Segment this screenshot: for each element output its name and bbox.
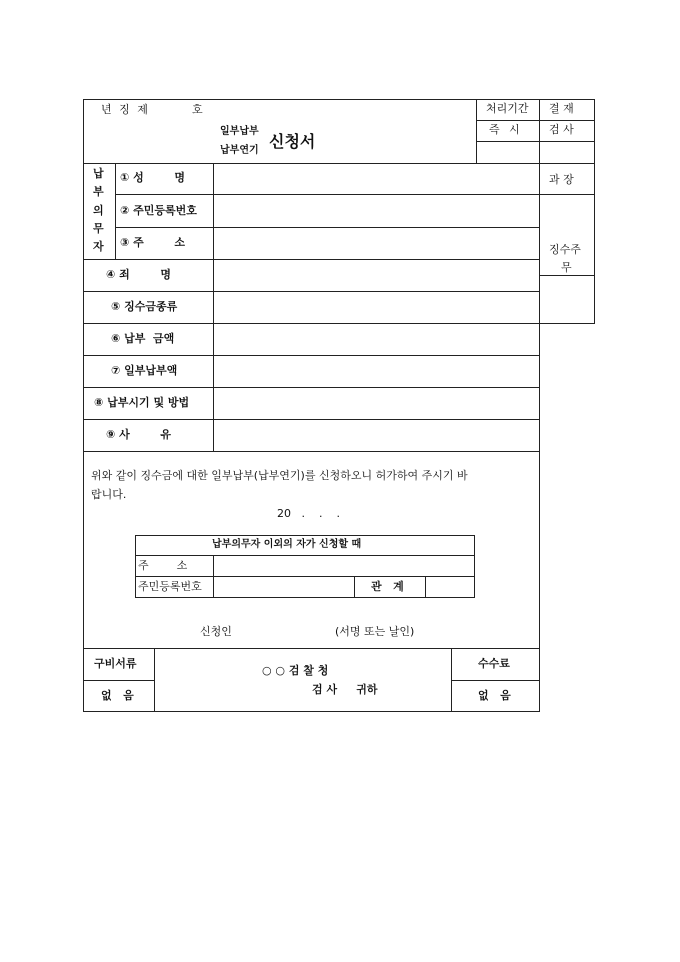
payer-label-char: 부 (93, 185, 104, 198)
doc-number-prefix: 년 징 제 (101, 103, 150, 116)
application-date: 20 . . . (277, 507, 340, 520)
subtitle-partial-payment: 일부납부 (220, 126, 259, 137)
collection-officer-label-line2: 무 (561, 261, 572, 274)
rule (135, 576, 475, 577)
sign-note: (서명 또는 날인) (335, 625, 415, 638)
rule (476, 141, 595, 142)
rule (425, 576, 426, 598)
rule (476, 120, 595, 121)
rule (213, 555, 214, 598)
rule (154, 648, 155, 712)
doc-number-suffix: 호 (192, 103, 203, 116)
fee-value: 없 음 (478, 689, 511, 702)
other-rrn-label: 주민등록번호 (138, 580, 202, 593)
other-applicant-title: 납부의무자 이외의 자가 신청할 때 (212, 539, 362, 550)
relation-label: 관 계 (371, 580, 404, 593)
reason-label: ⑨ 사 유 (106, 428, 172, 441)
section-chief-label: 과 장 (549, 173, 574, 186)
decision-label: 결 재 (549, 102, 574, 115)
rule (539, 194, 595, 195)
prosecutor-label: 검 사 (549, 123, 574, 136)
rule (83, 680, 154, 681)
processing-period-value: 즉 시 (489, 123, 523, 136)
rule (83, 291, 540, 292)
addressee-line: 검 사 귀하 (312, 683, 378, 696)
rule (213, 163, 214, 451)
name-label: ① 성 명 (120, 171, 186, 184)
rule (83, 419, 540, 420)
rule (115, 194, 540, 195)
rule (135, 555, 475, 556)
rule (83, 648, 540, 649)
rule (451, 680, 540, 681)
rule (115, 227, 540, 228)
rule (354, 576, 355, 598)
rule (83, 163, 595, 164)
collection-type-label: ⑤ 징수금종류 (111, 300, 178, 313)
rule (83, 259, 540, 260)
statement-line-1: 위와 같이 징수금에 대한 일부납부(납부연기)를 신청하오니 허가하여 주시기 바 (91, 469, 468, 482)
address-label: ③ 주 소 (120, 236, 186, 249)
rule (83, 323, 540, 324)
collection-officer-label-line1: 징수주 (549, 243, 581, 256)
payer-label-char: 무 (93, 222, 104, 235)
processing-period-label: 처리기간 (486, 102, 529, 115)
page-title: 신청서 (269, 132, 316, 151)
rule (83, 387, 540, 388)
rule (83, 451, 540, 452)
partial-amount-label: ⑦ 일부납부액 (111, 364, 178, 377)
timing-method-label: ⑧ 납부시기 및 방법 (94, 396, 190, 409)
payment-amount-label: ⑥ 납부 금액 (111, 332, 175, 345)
crime-label: ④ 죄 명 (106, 268, 172, 281)
applicant-label: 신청인 (200, 625, 232, 638)
prosecution-office-name: ○ ○ 검 찰 청 (262, 664, 329, 677)
statement-line-2: 랍니다. (91, 488, 127, 501)
rule (83, 355, 540, 356)
rule (115, 163, 116, 259)
docs-value: 없 음 (101, 689, 134, 702)
rule (476, 99, 477, 163)
payer-label-char: 의 (93, 204, 104, 217)
other-address-label: 주 소 (138, 559, 188, 572)
rule (539, 99, 540, 324)
payer-label-char: 납 (93, 167, 104, 180)
payer-label-char: 자 (93, 240, 104, 253)
rrn-label: ② 주민등록번호 (120, 204, 197, 217)
subtitle-payment-deferral: 납부연기 (220, 145, 259, 156)
rule (539, 275, 595, 276)
rule (451, 648, 452, 712)
fee-label: 수수료 (478, 657, 510, 670)
docs-label: 구비서류 (94, 657, 137, 670)
